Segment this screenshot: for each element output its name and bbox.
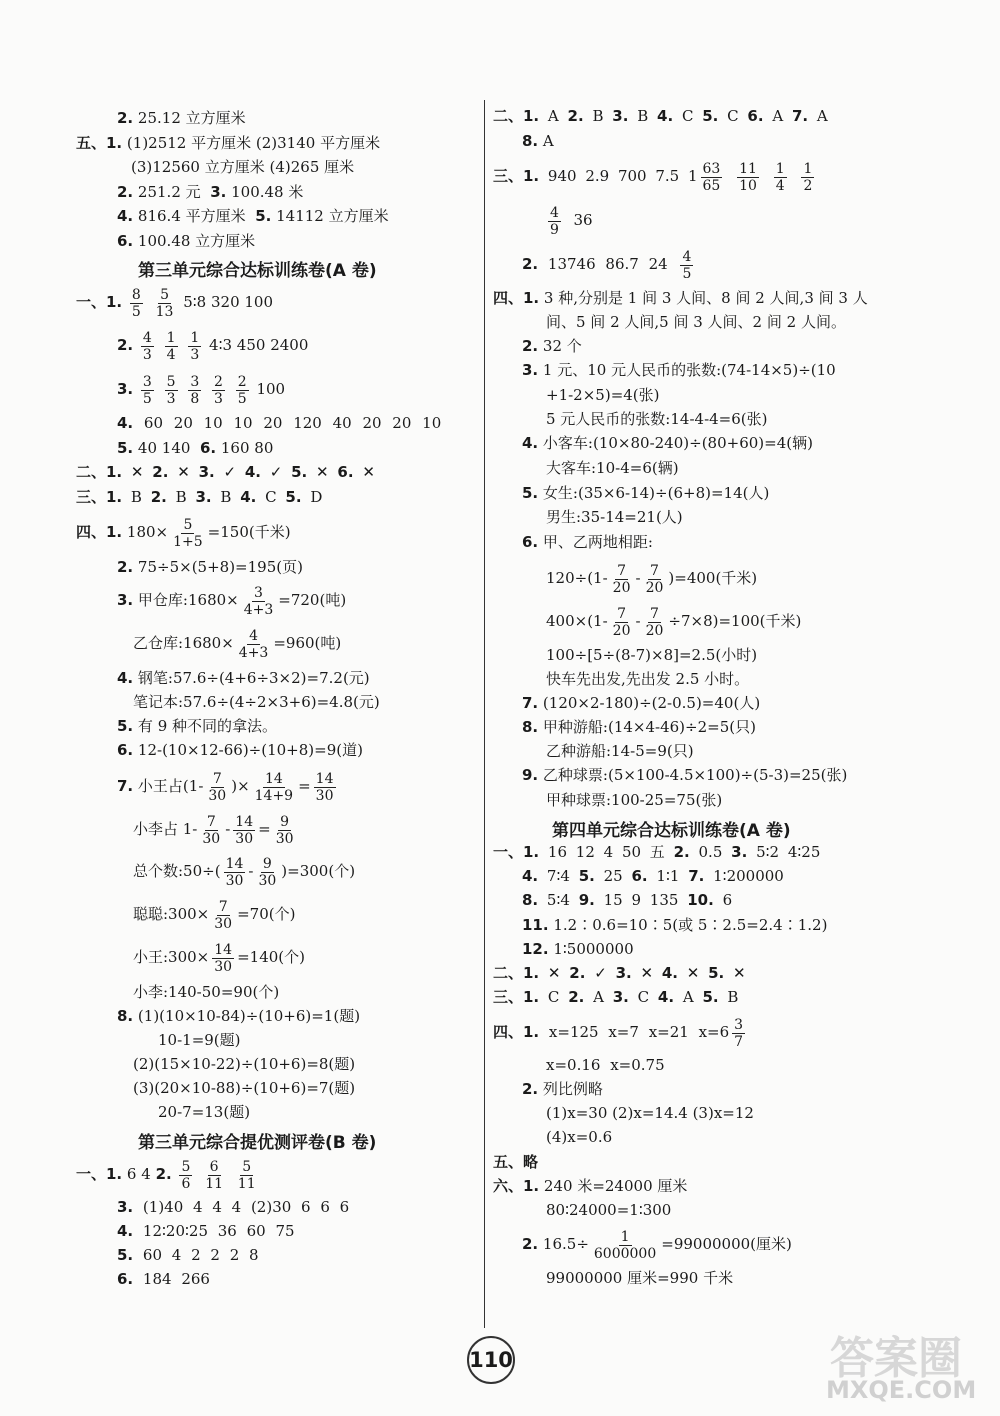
fraction: $\frac{8}{5}$ — [131, 286, 141, 320]
answer-line: (1)x=30 (2)x=14.4 (3)x=12 — [546, 1104, 754, 1122]
answer-line: 20-7=13(题) — [158, 1103, 251, 1121]
answer-line: 一、1. 6 4 2. $\frac{5}{6}$ $\frac{6}{11}$ $\frac{5}{11}$ — [76, 1158, 256, 1192]
fraction: $\frac{7}{20}$ — [645, 605, 664, 639]
fraction: $\frac{3}{4+3}$ — [243, 584, 274, 618]
answer-line: 快车先出发,先出发 2.5 小时。 — [546, 670, 750, 688]
section-heading: 第三单元综合提优测评卷(B 卷) — [138, 1133, 377, 1153]
fraction: $\frac{14}{14+9}$ — [254, 770, 294, 804]
fraction: $\frac{3}{7}$ — [734, 1016, 744, 1050]
answer-line: 三、1. 940 2.9 700 7.5 1 $\frac{63}{65}$ $\frac{11}{10}$ $\frac{1}{4}$ $\frac{1}{2}$ — [493, 160, 813, 194]
answer-line: 6. 184 266 — [117, 1270, 210, 1288]
answer-line: +1-2×5)=4(张) — [546, 386, 660, 404]
answer-line: 小王:300× $\frac{14}{30}$ =140(个) — [133, 941, 305, 975]
answer-line: 5 元人民币的张数:14-4-4=6(张) — [546, 410, 768, 428]
answer-line: (2)(15×10-22)÷(10+6)=8(题) — [133, 1055, 356, 1073]
fraction: $\frac{14}{30}$ — [225, 855, 244, 889]
answer-line: 400×(1- $\frac{7}{20}$ - $\frac{7}{20}$ ÷7×8)=100(千米) — [546, 605, 802, 639]
answer-line: 3. 1 元、10 元人民币的张数:(74-14×5)÷(10 — [522, 361, 836, 379]
answer-line: 3. 甲仓库:1680× $\frac{3}{4+3}$ =720(吨) — [117, 584, 347, 618]
answer-line: 6. 甲、乙两地相距: — [522, 533, 653, 551]
fraction: $\frac{1}{4}$ — [166, 329, 176, 363]
answer-line: 三、1. C 2. A 3. C 4. A 5. B — [493, 988, 739, 1006]
answer-line: 男生:35-14=21(人) — [546, 508, 683, 526]
fraction: $\frac{7}{30}$ — [214, 898, 233, 932]
answer-line: 2. 25.12 立方厘米 — [117, 109, 246, 127]
fraction: $\frac{5}{6}$ — [181, 1158, 191, 1192]
answer-line: 2. 75÷5×(5+8)=195(页) — [117, 558, 303, 576]
answer-line: 间、5 间 2 人间,5 间 3 人间、2 间 2 人间。 — [546, 313, 846, 331]
answer-line: 4. 钢笔:57.6÷(4+6÷3×2)=7.2(元) — [117, 669, 370, 687]
fraction: $\frac{63}{65}$ — [702, 160, 721, 194]
answer-line: (3)12560 立方厘米 (4)265 厘米 — [131, 158, 355, 176]
fraction: $\frac{7}{20}$ — [612, 562, 631, 596]
answer-line: 8. 甲种游船:(14×4-46)÷2=5(只) — [522, 718, 756, 736]
answer-line: 2. 32 个 — [522, 337, 582, 355]
answer-line: 99000000 厘米=990 千米 — [546, 1269, 734, 1287]
answer-line: 4. 12∶20∶25 36 60 75 — [117, 1222, 295, 1240]
answer-line: 5. 60 4 2 2 2 8 — [117, 1246, 259, 1264]
answer-line: 9. 乙种球票:(5×100-4.5×100)÷(5-3)=25(张) — [522, 766, 848, 784]
answer-line: 二、1. ✕ 2. ✓ 3. ✕ 4. ✕ 5. ✕ — [493, 964, 746, 982]
answer-line: $\frac{4}{9}$ 36 — [550, 204, 593, 238]
fraction: $\frac{3}{8}$ — [190, 373, 200, 407]
answer-line: 8. (1)(10×10-84)÷(10+6)=1(题) — [117, 1007, 361, 1025]
answer-line: 六、1. 240 米=24000 厘米 — [493, 1177, 688, 1195]
answer-line: 四、1. 180× $\frac{5}{1+5}$ =150(千米) — [76, 516, 291, 550]
section-heading: 第三单元综合达标训练卷(A 卷) — [138, 261, 377, 281]
fraction: $\frac{5}{13}$ — [155, 286, 174, 320]
fraction: $\frac{4}{5}$ — [682, 248, 692, 282]
answer-line: 3. $\frac{3}{5}$ $\frac{5}{3}$ $\frac{3}{8}$ $\frac{2}{3}$ $\frac{2}{5}$ 100 — [117, 373, 286, 407]
answer-line: 120÷(1- $\frac{7}{20}$ - $\frac{7}{20}$ )=400(千米) — [546, 562, 758, 596]
answer-line: 100÷[5÷(8-7)×8]=2.5(小时) — [546, 646, 758, 664]
answer-line: 小李:140-50=90(个) — [133, 983, 280, 1001]
fraction: $\frac{2}{5}$ — [237, 373, 247, 407]
answer-line: 4. 小客车:(10×80-240)÷(80+60)=4(辆) — [522, 434, 813, 452]
fraction: $\frac{1}{4}$ — [775, 160, 785, 194]
fraction: $\frac{3}{5}$ — [142, 373, 152, 407]
answer-line: 8. A — [522, 132, 554, 150]
page-number: 110 — [467, 1336, 515, 1384]
answer-line: 聪聪:300× $\frac{7}{30}$ =70(个) — [133, 898, 296, 932]
answer-line: 7. (120×2-180)÷(2-0.5)=40(人) — [522, 694, 761, 712]
answer-line: 二、1. A 2. B 3. B 4. C 5. C 6. A 7. A — [493, 107, 828, 125]
fraction: $\frac{9}{30}$ — [258, 855, 277, 889]
answer-line: 小李占 1- $\frac{7}{30}$ - $\frac{14}{30}$ = $\frac{9}{30}$ — [133, 813, 294, 847]
fraction: $\frac{7}{30}$ — [208, 770, 227, 804]
fraction: $\frac{14}{30}$ — [235, 813, 254, 847]
fraction: $\frac{2}{3}$ — [214, 373, 223, 407]
answer-line: 五、略 — [493, 1153, 539, 1171]
answer-line: 三、1. B 2. B 3. B 4. C 5. D — [76, 488, 323, 506]
answer-line: x=0.16 x=0.75 — [546, 1056, 665, 1074]
fraction: $\frac{11}{10}$ — [739, 160, 757, 194]
answer-line: 乙种游船:14-5=9(只) — [546, 742, 694, 760]
answer-line: 11. 1.2∶0.6=10∶5(或 5∶2.5=2.4∶1.2) — [522, 916, 828, 934]
fraction: $\frac{5}{11}$ — [237, 1158, 256, 1192]
fraction: $\frac{1}{6000000}$ — [593, 1228, 657, 1262]
answer-line: 5. 女生:(35×6-14)÷(6+8)=14(人) — [522, 484, 770, 502]
answer-line: 2. 列比例略 — [522, 1080, 603, 1098]
answer-line: 80∶24000=1∶300 — [546, 1201, 672, 1219]
answer-line: 五、1. (1)2512 平方厘米 (2)3140 平方厘米 — [76, 134, 381, 152]
fraction: $\frac{7}{20}$ — [612, 605, 631, 639]
answer-line: 4. 7∶4 5. 25 6. 1∶1 7. 1∶200000 — [522, 867, 784, 885]
answer-line: 4. 60 20 10 10 20 120 40 20 20 10 — [117, 414, 442, 432]
answer-line: 2. 16.5÷ $\frac{1}{6000000}$ =99000000(厘米) — [522, 1228, 792, 1262]
section-heading: 第四单元综合达标训练卷(A 卷) — [552, 821, 791, 841]
answer-line: 2. 251.2 元 3. 100.48 米 — [117, 183, 304, 201]
fraction: $\frac{14}{30}$ — [315, 770, 334, 804]
answer-line: 总个数:50÷( $\frac{14}{30}$ - $\frac{9}{30}$ )=300(个) — [133, 855, 356, 889]
fraction: $\frac{5}{3}$ — [166, 373, 176, 407]
answer-line: 一、1. 16 12 4 50 五 2. 0.5 3. 5∶2 4∶25 — [493, 843, 821, 861]
answer-line: 7. 小王占(1- $\frac{7}{30}$ )× $\frac{14}{14+9}$ = $\frac{14}{30}$ — [117, 770, 334, 804]
answer-line: 8. 5∶4 9. 15 9 135 10. 6 — [522, 891, 733, 909]
answer-line: 6. 100.48 立方厘米 — [117, 232, 256, 250]
answer-line: 笔记本:57.6÷(4÷2×3+6)=4.8(元) — [133, 693, 380, 711]
answer-line: 一、1. $\frac{8}{5}$ $\frac{5}{13}$ 5∶8 320 100 — [76, 286, 274, 320]
answer-line: 6. 12-(10×12-66)÷(10+8)=9(道) — [117, 741, 363, 759]
column-divider — [484, 100, 485, 1328]
answer-line: 12. 1∶5000000 — [522, 940, 634, 958]
answer-line: (3)(20×10-88)÷(10+6)=7(题) — [133, 1079, 356, 1097]
answer-line: 10-1=9(题) — [158, 1031, 241, 1049]
fraction: $\frac{7}{30}$ — [202, 813, 221, 847]
answer-line: 二、1. ✕ 2. ✕ 3. ✓ 4. ✓ 5. ✕ 6. ✕ — [76, 463, 375, 481]
answer-line: 甲种球票:100-25=75(张) — [546, 791, 723, 809]
answer-line: 四、1. 3 种,分别是 1 间 3 人间、8 间 2 人间,3 间 3 人 — [493, 289, 868, 307]
answer-line: 2. $\frac{4}{3}$ $\frac{1}{4}$ $\frac{1}{3}$ 4∶3 450 2400 — [117, 329, 309, 363]
fraction: $\frac{9}{30}$ — [275, 813, 294, 847]
fraction: $\frac{7}{20}$ — [645, 562, 664, 596]
fraction: $\frac{14}{30}$ — [214, 941, 233, 975]
answer-line: 乙仓库:1680× $\frac{4}{4+3}$ =960(吨) — [133, 627, 342, 661]
answer-line: 3. (1)40 4 4 4 (2)30 6 6 6 — [117, 1198, 350, 1216]
fraction: $\frac{6}{11}$ — [205, 1158, 224, 1192]
fraction: $\frac{1}{3}$ — [190, 329, 200, 363]
answer-line: (4)x=0.6 — [546, 1128, 613, 1146]
watermark-url: MXQE.COM — [826, 1376, 977, 1404]
answer-line: 2. 13746 86.7 24 $\frac{4}{5}$ — [522, 248, 692, 282]
watermark-logo: 答案圈 — [830, 1333, 962, 1384]
answer-line: 5. 40 140 6. 160 80 — [117, 439, 274, 457]
answer-line: 5. 有 9 种不同的拿法。 — [117, 717, 278, 735]
answer-line: 四、1. x=125 x=7 x=21 x=6 $\frac{3}{7}$ — [493, 1016, 744, 1050]
fraction: $\frac{4}{9}$ — [550, 204, 559, 238]
fraction: $\frac{4}{3}$ — [142, 329, 152, 363]
answer-line: 4. 816.4 平方厘米 5. 14112 立方厘米 — [117, 207, 389, 225]
fraction: $\frac{1}{2}$ — [803, 160, 813, 194]
fraction: $\frac{4}{4+3}$ — [238, 627, 269, 661]
fraction: $\frac{5}{1+5}$ — [173, 516, 203, 550]
answer-line: 大客车:10-4=6(辆) — [546, 459, 679, 477]
